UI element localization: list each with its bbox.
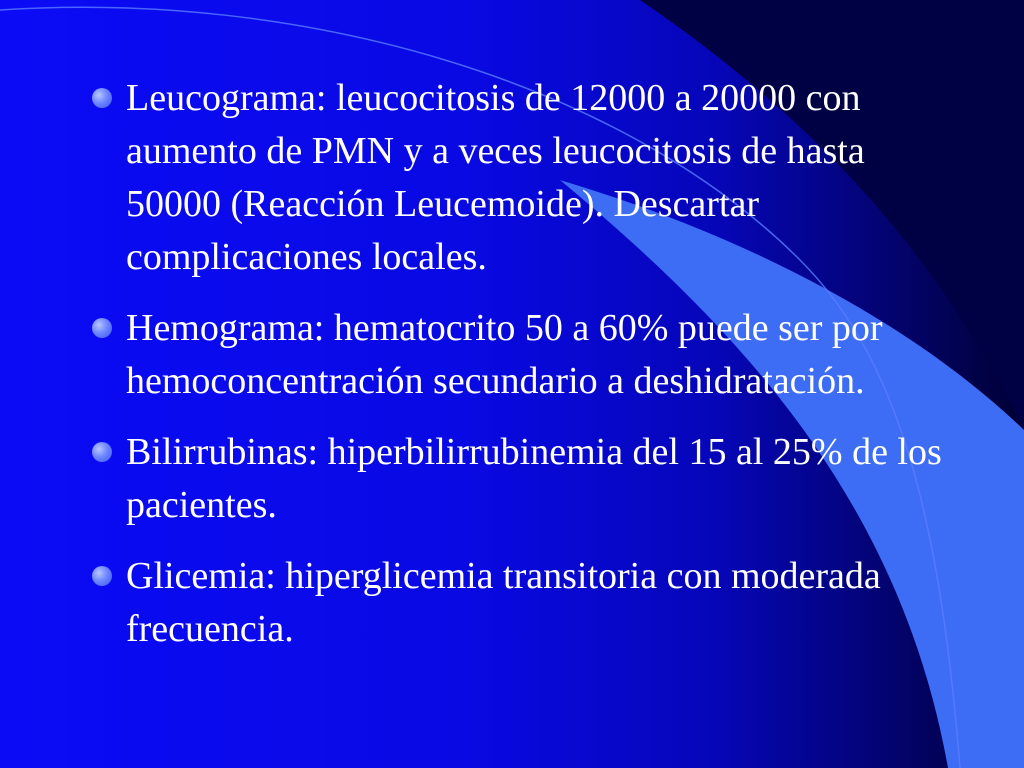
bullet-item (88, 550, 968, 656)
bullet-text: Glicemia: hiperglicemia transitoria con moderada frecuencia. (126, 555, 881, 650)
bullet-dot-icon (92, 88, 112, 108)
bullet-dot-icon (92, 318, 112, 338)
bullet-text: Bilirrubinas: hiperbilirrubinemia del 15 al 25% de los pacientes. (126, 431, 942, 526)
bullet-dot-icon (92, 442, 112, 462)
bullet-text: Hemograma: hematocrito 50 a 60% puede ser por hemoconcentración secundario a deshidratación. (126, 307, 883, 402)
bullet-list (88, 72, 968, 674)
bullet-item (88, 302, 968, 408)
bullet-item (88, 72, 968, 284)
bullet-text: Leucograma: leucocitosis de 12000 a 20000 con aumento de PMN y a veces leucocitosis de hasta 50000 (Reacción Leucemoide). Descartar complicaciones locales. (126, 77, 865, 278)
bullet-item (88, 426, 968, 532)
bullet-dot-icon (92, 566, 112, 586)
